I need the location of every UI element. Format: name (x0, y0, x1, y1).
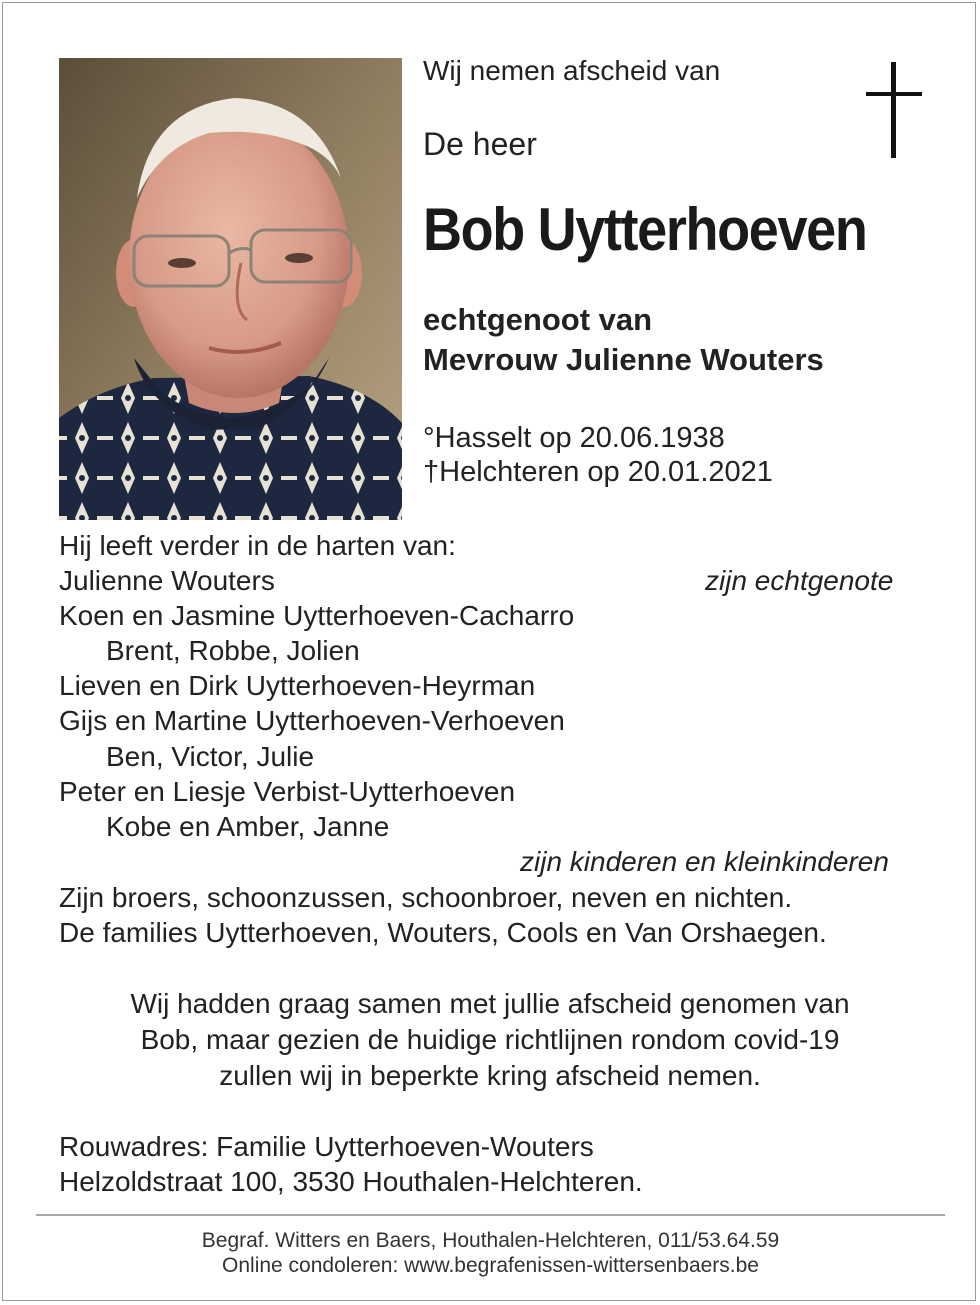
intro-text: Wij nemen afscheid van (423, 55, 721, 86)
deceased-name: Bob Uytterhoeven (423, 196, 867, 263)
grandchildren-line: Ben, Victor, Julie (106, 741, 315, 772)
funeral-home-info: Begraf. Witters en Baers, Houthalen-Helchteren, 011/53.64.59 (201, 1229, 780, 1252)
family-line: Peter en Liesje Verbist-Uytterhoeven (59, 776, 516, 807)
portrait-photo (59, 58, 402, 520)
family-line: Julienne Wouters (59, 565, 275, 596)
grandchildren-line: Kobe en Amber, Janne (106, 811, 390, 842)
spouse-line-1: echtgenoot van (423, 302, 653, 337)
family-line: Gijs en Martine Uytterhoeven-Verhoeven (59, 705, 565, 736)
cross-icon (866, 62, 922, 158)
family-line: Lieven en Dirk Uytterhoeven-Heyrman (59, 670, 536, 701)
spouse-line-2: Mevrouw Julienne Wouters (423, 342, 824, 377)
children-relation: zijn kinderen en kleinkinderen (520, 846, 889, 877)
grandchildren-line: Brent, Robbe, Jolien (106, 635, 360, 666)
family-intro: Hij leeft verder in de harten van: (59, 530, 456, 561)
extended-family-2: De families Uytterhoeven, Wouters, Cools en Van Orshaegen. (59, 917, 827, 948)
extended-family-1: Zijn broers, schoonzussen, schoonbroer, neven en nichten. (59, 882, 793, 913)
birth-info: °Hasselt op 20.06.1938 (423, 422, 725, 454)
address-line-1: Rouwadres: Familie Uytterhoeven-Wouters (59, 1131, 594, 1162)
address-line-2: Helzoldstraat 100, 3530 Houthalen-Helchteren. (59, 1166, 643, 1197)
notice-line-3: zullen wij in beperkte kring afscheid nemen. (219, 1060, 761, 1091)
footer-divider (36, 1214, 945, 1216)
title-prefix: De heer (423, 126, 537, 162)
condolence-website[interactable]: Online condoleren: www.begrafenissen-wittersenbaers.be (222, 1254, 759, 1277)
family-line: Koen en Jasmine Uytterhoeven-Cacharro (59, 600, 575, 631)
death-info: †Helchteren op 20.01.2021 (423, 456, 773, 488)
notice-line-1: Wij hadden graag samen met jullie afscheid genomen van (130, 988, 850, 1019)
spouse-relation: zijn echtgenote (705, 565, 894, 596)
notice-line-2: Bob, maar gezien de huidige richtlijnen rondom covid-19 (140, 1024, 840, 1055)
